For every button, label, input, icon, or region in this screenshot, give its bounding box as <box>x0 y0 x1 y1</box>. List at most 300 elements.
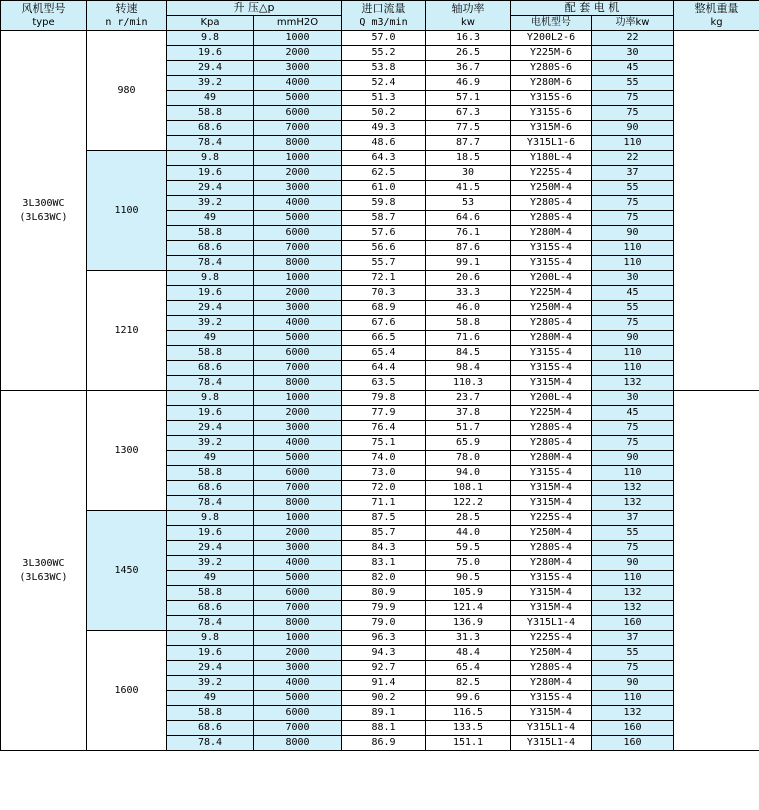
shaft-power-cell: 33.3 <box>426 286 511 301</box>
motor-power-cell: 132 <box>592 481 674 496</box>
mmh2o-cell: 3000 <box>254 661 342 676</box>
speed-header-unit: n r/min <box>105 16 148 28</box>
motor-power-cell: 37 <box>592 631 674 646</box>
shaft-power-cell: 58.8 <box>426 316 511 331</box>
kpa-cell: 19.6 <box>167 406 254 421</box>
shaft-power-cell: 18.5 <box>426 151 511 166</box>
shaft-power-cell: 26.5 <box>426 46 511 61</box>
mmh2o-cell: 1000 <box>254 151 342 166</box>
kpa-cell: 49 <box>167 691 254 706</box>
mmh2o-cell: 2000 <box>254 46 342 61</box>
mmh2o-cell: 6000 <box>254 466 342 481</box>
motor-model-cell: Y225S-4 <box>511 631 592 646</box>
motor-power-cell: 110 <box>592 571 674 586</box>
flow-cell: 56.6 <box>342 241 426 256</box>
weight-cell <box>674 31 759 391</box>
col-motor-model-header: 电机型号 <box>511 16 592 31</box>
model-name: 3L300WC <box>22 197 65 209</box>
col-speed-header <box>87 1 167 31</box>
shaft-power-cell: 36.7 <box>426 61 511 76</box>
flow-cell: 86.9 <box>342 736 426 751</box>
kpa-cell: 19.6 <box>167 646 254 661</box>
flow-cell: 92.7 <box>342 661 426 676</box>
mmh2o-cell: 4000 <box>254 316 342 331</box>
motor-power-cell: 90 <box>592 226 674 241</box>
kpa-cell: 39.2 <box>167 316 254 331</box>
mmh2o-cell: 5000 <box>254 571 342 586</box>
shaft-power-cell: 44.0 <box>426 526 511 541</box>
motor-model-cell: Y225M-6 <box>511 46 592 61</box>
kpa-cell: 39.2 <box>167 556 254 571</box>
kpa-cell: 58.8 <box>167 106 254 121</box>
shaft-power-cell: 16.3 <box>426 31 511 46</box>
kpa-cell: 58.8 <box>167 706 254 721</box>
motor-power-cell: 45 <box>592 406 674 421</box>
shaft-power-cell: 51.7 <box>426 421 511 436</box>
motor-model-cell: Y280S-4 <box>511 316 592 331</box>
motor-power-cell: 132 <box>592 376 674 391</box>
flow-cell: 48.6 <box>342 136 426 151</box>
kpa-cell: 39.2 <box>167 76 254 91</box>
kpa-cell: 9.8 <box>167 31 254 46</box>
mmh2o-cell: 1000 <box>254 31 342 46</box>
motor-power-cell: 75 <box>592 91 674 106</box>
motor-model-cell: Y280M-6 <box>511 76 592 91</box>
shaft-power-cell: 59.5 <box>426 541 511 556</box>
motor-power-cell: 55 <box>592 181 674 196</box>
flow-cell: 80.9 <box>342 586 426 601</box>
motor-power-cell: 160 <box>592 721 674 736</box>
motor-model-cell: Y315M-4 <box>511 586 592 601</box>
motor-model-cell: Y250M-4 <box>511 181 592 196</box>
motor-model-cell: Y315M-6 <box>511 121 592 136</box>
flow-cell: 58.7 <box>342 211 426 226</box>
motor-power-cell: 45 <box>592 286 674 301</box>
mmh2o-cell: 4000 <box>254 196 342 211</box>
motor-power-cell: 22 <box>592 31 674 46</box>
mmh2o-cell: 3000 <box>254 541 342 556</box>
flow-cell: 53.8 <box>342 61 426 76</box>
kpa-cell: 78.4 <box>167 376 254 391</box>
shaft-power-cell: 48.4 <box>426 646 511 661</box>
kpa-cell: 39.2 <box>167 196 254 211</box>
kpa-cell: 78.4 <box>167 616 254 631</box>
mmh2o-cell: 6000 <box>254 586 342 601</box>
col-flow-header <box>342 1 426 31</box>
col-mmh2o-header: mmH2O <box>254 16 342 31</box>
motor-model-cell: Y315L1-6 <box>511 136 592 151</box>
motor-model-cell: Y280S-4 <box>511 541 592 556</box>
kpa-cell: 78.4 <box>167 736 254 751</box>
motor-power-cell: 110 <box>592 256 674 271</box>
mmh2o-cell: 7000 <box>254 721 342 736</box>
flow-cell: 55.2 <box>342 46 426 61</box>
kpa-cell: 39.2 <box>167 436 254 451</box>
motor-model-cell: Y200L2-6 <box>511 31 592 46</box>
flow-cell: 88.1 <box>342 721 426 736</box>
flow-cell: 49.3 <box>342 121 426 136</box>
shaft-power-cell: 87.6 <box>426 241 511 256</box>
shaft-power-cell: 64.6 <box>426 211 511 226</box>
weight-header-unit: kg <box>710 16 723 28</box>
kpa-cell: 68.6 <box>167 721 254 736</box>
flow-cell: 64.4 <box>342 361 426 376</box>
mmh2o-cell: 5000 <box>254 211 342 226</box>
shaft-power-cell: 71.6 <box>426 331 511 346</box>
shaft-power-cell: 23.7 <box>426 391 511 406</box>
motor-model-cell: Y315S-4 <box>511 241 592 256</box>
motor-model-cell: Y280M-4 <box>511 676 592 691</box>
kpa-cell: 39.2 <box>167 676 254 691</box>
mmh2o-cell: 5000 <box>254 691 342 706</box>
mmh2o-cell: 1000 <box>254 391 342 406</box>
kpa-cell: 49 <box>167 331 254 346</box>
kpa-cell: 58.8 <box>167 226 254 241</box>
motor-model-cell: Y200L-4 <box>511 271 592 286</box>
table-body <box>1 31 759 751</box>
motor-power-cell: 30 <box>592 391 674 406</box>
motor-power-cell: 75 <box>592 541 674 556</box>
flow-header-label: 进口流量 <box>361 1 406 15</box>
motor-model-cell: Y250M-4 <box>511 526 592 541</box>
kpa-cell: 78.4 <box>167 496 254 511</box>
motor-model-cell: Y315L1-4 <box>511 736 592 751</box>
shaft-power-cell: 110.3 <box>426 376 511 391</box>
flow-cell: 85.7 <box>342 526 426 541</box>
table-row <box>1 31 759 46</box>
shaft-power-cell: 122.2 <box>426 496 511 511</box>
kpa-cell: 29.4 <box>167 541 254 556</box>
motor-power-cell: 132 <box>592 496 674 511</box>
mmh2o-cell: 5000 <box>254 331 342 346</box>
motor-power-cell: 55 <box>592 526 674 541</box>
flow-cell: 61.0 <box>342 181 426 196</box>
shaft-power-cell: 41.5 <box>426 181 511 196</box>
shaft-power-cell: 108.1 <box>426 481 511 496</box>
mmh2o-cell: 8000 <box>254 616 342 631</box>
shaft-power-cell: 67.3 <box>426 106 511 121</box>
flow-cell: 57.0 <box>342 31 426 46</box>
table-row <box>1 391 759 406</box>
mmh2o-cell: 8000 <box>254 256 342 271</box>
shaft-header-label: 轴功率 <box>451 1 485 15</box>
mmh2o-cell: 8000 <box>254 136 342 151</box>
kpa-cell: 49 <box>167 211 254 226</box>
kpa-cell: 19.6 <box>167 166 254 181</box>
kpa-cell: 9.8 <box>167 271 254 286</box>
flow-cell: 79.8 <box>342 391 426 406</box>
shaft-power-cell: 82.5 <box>426 676 511 691</box>
speed-cell: 1300 <box>87 391 167 511</box>
motor-power-cell: 90 <box>592 451 674 466</box>
shaft-power-cell: 31.3 <box>426 631 511 646</box>
flow-cell: 91.4 <box>342 676 426 691</box>
motor-power-cell: 90 <box>592 556 674 571</box>
flow-cell: 50.2 <box>342 106 426 121</box>
motor-model-cell: Y315S-4 <box>511 346 592 361</box>
flow-cell: 79.0 <box>342 616 426 631</box>
kpa-cell: 29.4 <box>167 61 254 76</box>
kpa-cell: 49 <box>167 571 254 586</box>
flow-cell: 96.3 <box>342 631 426 646</box>
shaft-power-cell: 53 <box>426 196 511 211</box>
motor-model-cell: Y315S-4 <box>511 691 592 706</box>
shaft-power-cell: 87.7 <box>426 136 511 151</box>
flow-cell: 55.7 <box>342 256 426 271</box>
motor-model-cell: Y225M-4 <box>511 406 592 421</box>
flow-cell: 65.4 <box>342 346 426 361</box>
model-header-label-en: type <box>32 16 55 28</box>
kpa-cell: 58.8 <box>167 466 254 481</box>
motor-power-cell: 37 <box>592 511 674 526</box>
kpa-cell: 9.8 <box>167 631 254 646</box>
weight-header-label: 整机重量 <box>694 1 739 15</box>
kpa-cell: 19.6 <box>167 286 254 301</box>
mmh2o-cell: 5000 <box>254 91 342 106</box>
mmh2o-cell: 5000 <box>254 451 342 466</box>
motor-power-cell: 110 <box>592 361 674 376</box>
flow-cell: 82.0 <box>342 571 426 586</box>
shaft-power-cell: 94.0 <box>426 466 511 481</box>
flow-cell: 73.0 <box>342 466 426 481</box>
shaft-power-cell: 121.4 <box>426 601 511 616</box>
motor-power-cell: 160 <box>592 616 674 631</box>
mmh2o-cell: 6000 <box>254 706 342 721</box>
flow-cell: 52.4 <box>342 76 426 91</box>
model-cell <box>1 391 87 751</box>
shaft-power-cell: 99.6 <box>426 691 511 706</box>
motor-power-cell: 110 <box>592 241 674 256</box>
kpa-cell: 29.4 <box>167 181 254 196</box>
motor-model-cell: Y315M-4 <box>511 481 592 496</box>
motor-model-cell: Y315L1-4 <box>511 616 592 631</box>
motor-model-cell: Y315S-4 <box>511 361 592 376</box>
mmh2o-cell: 8000 <box>254 736 342 751</box>
speed-header-label: 转速 <box>115 1 138 15</box>
speed-cell: 980 <box>87 31 167 151</box>
shaft-power-cell: 116.5 <box>426 706 511 721</box>
mmh2o-cell: 7000 <box>254 241 342 256</box>
col-model-header <box>1 1 87 31</box>
kpa-cell: 9.8 <box>167 511 254 526</box>
motor-model-cell: Y225S-4 <box>511 511 592 526</box>
kpa-cell: 19.6 <box>167 526 254 541</box>
motor-power-cell: 75 <box>592 436 674 451</box>
kpa-cell: 58.8 <box>167 346 254 361</box>
shaft-power-cell: 105.9 <box>426 586 511 601</box>
motor-model-cell: Y315S-4 <box>511 466 592 481</box>
mmh2o-cell: 1000 <box>254 271 342 286</box>
model-alias: (3L63WC) <box>19 211 68 223</box>
col-pressure-header: 升 压△p <box>167 1 342 16</box>
shaft-power-cell: 151.1 <box>426 736 511 751</box>
kpa-cell: 78.4 <box>167 136 254 151</box>
motor-model-cell: Y315M-4 <box>511 706 592 721</box>
mmh2o-cell: 7000 <box>254 601 342 616</box>
motor-power-cell: 90 <box>592 676 674 691</box>
speed-cell: 1100 <box>87 151 167 271</box>
flow-cell: 72.0 <box>342 481 426 496</box>
mmh2o-cell: 3000 <box>254 181 342 196</box>
motor-power-cell: 75 <box>592 316 674 331</box>
mmh2o-cell: 1000 <box>254 511 342 526</box>
flow-cell: 63.5 <box>342 376 426 391</box>
kpa-cell: 68.6 <box>167 121 254 136</box>
shaft-power-cell: 37.8 <box>426 406 511 421</box>
kpa-cell: 68.6 <box>167 481 254 496</box>
motor-model-cell: Y250M-4 <box>511 646 592 661</box>
shaft-power-cell: 99.1 <box>426 256 511 271</box>
mmh2o-cell: 8000 <box>254 496 342 511</box>
motor-model-cell: Y280S-4 <box>511 196 592 211</box>
shaft-power-cell: 98.4 <box>426 361 511 376</box>
mmh2o-cell: 2000 <box>254 406 342 421</box>
flow-cell: 87.5 <box>342 511 426 526</box>
motor-model-cell: Y280S-4 <box>511 211 592 226</box>
kpa-cell: 68.6 <box>167 361 254 376</box>
flow-cell: 72.1 <box>342 271 426 286</box>
mmh2o-cell: 2000 <box>254 166 342 181</box>
motor-model-cell: Y315S-4 <box>511 571 592 586</box>
table-row <box>1 271 759 286</box>
flow-cell: 71.1 <box>342 496 426 511</box>
motor-power-cell: 90 <box>592 121 674 136</box>
col-kpa-header: Kpa <box>167 16 254 31</box>
motor-model-cell: Y280M-4 <box>511 556 592 571</box>
model-header-label: 风机型号 <box>21 1 66 15</box>
col-weight-header <box>674 1 759 31</box>
motor-power-cell: 110 <box>592 346 674 361</box>
motor-power-cell: 30 <box>592 271 674 286</box>
table-row <box>1 151 759 166</box>
motor-model-cell: Y250M-4 <box>511 301 592 316</box>
flow-cell: 75.1 <box>342 436 426 451</box>
speed-cell: 1450 <box>87 511 167 631</box>
motor-model-cell: Y280M-4 <box>511 226 592 241</box>
mmh2o-cell: 4000 <box>254 676 342 691</box>
motor-model-cell: Y280S-6 <box>511 61 592 76</box>
motor-model-cell: Y315S-4 <box>511 256 592 271</box>
flow-cell: 94.3 <box>342 646 426 661</box>
kpa-cell: 9.8 <box>167 391 254 406</box>
mmh2o-cell: 3000 <box>254 301 342 316</box>
shaft-power-cell: 78.0 <box>426 451 511 466</box>
motor-power-cell: 75 <box>592 211 674 226</box>
motor-power-cell: 110 <box>592 691 674 706</box>
col-shaft-header <box>426 1 511 31</box>
motor-model-cell: Y315M-4 <box>511 601 592 616</box>
flow-header-unit: Q m3/min <box>359 16 408 28</box>
mmh2o-cell: 2000 <box>254 526 342 541</box>
mmh2o-cell: 8000 <box>254 376 342 391</box>
motor-power-cell: 37 <box>592 166 674 181</box>
flow-cell: 70.3 <box>342 286 426 301</box>
motor-model-cell: Y280M-4 <box>511 331 592 346</box>
flow-cell: 68.9 <box>342 301 426 316</box>
motor-power-cell: 132 <box>592 586 674 601</box>
shaft-power-cell: 46.9 <box>426 76 511 91</box>
motor-power-cell: 30 <box>592 46 674 61</box>
mmh2o-cell: 6000 <box>254 346 342 361</box>
kpa-cell: 49 <box>167 91 254 106</box>
flow-cell: 77.9 <box>342 406 426 421</box>
shaft-power-cell: 28.5 <box>426 511 511 526</box>
motor-power-cell: 110 <box>592 466 674 481</box>
motor-model-cell: Y280S-4 <box>511 661 592 676</box>
mmh2o-cell: 4000 <box>254 76 342 91</box>
model-cell <box>1 31 87 391</box>
flow-cell: 57.6 <box>342 226 426 241</box>
shaft-power-cell: 65.9 <box>426 436 511 451</box>
table-header <box>1 1 759 31</box>
motor-model-cell: Y225M-4 <box>511 286 592 301</box>
mmh2o-cell: 6000 <box>254 226 342 241</box>
motor-model-cell: Y315S-6 <box>511 91 592 106</box>
motor-model-cell: Y200L-4 <box>511 391 592 406</box>
kpa-cell: 68.6 <box>167 601 254 616</box>
kpa-cell: 58.8 <box>167 586 254 601</box>
motor-model-cell: Y315M-4 <box>511 496 592 511</box>
mmh2o-cell: 4000 <box>254 556 342 571</box>
motor-model-cell: Y315S-6 <box>511 106 592 121</box>
flow-cell: 74.0 <box>342 451 426 466</box>
motor-power-cell: 75 <box>592 196 674 211</box>
motor-model-cell: Y315L1-4 <box>511 721 592 736</box>
motor-power-cell: 55 <box>592 76 674 91</box>
shaft-power-cell: 90.5 <box>426 571 511 586</box>
mmh2o-cell: 4000 <box>254 436 342 451</box>
kpa-cell: 9.8 <box>167 151 254 166</box>
shaft-power-cell: 65.4 <box>426 661 511 676</box>
shaft-power-cell: 133.5 <box>426 721 511 736</box>
speed-cell: 1600 <box>87 631 167 751</box>
motor-power-cell: 132 <box>592 706 674 721</box>
mmh2o-cell: 6000 <box>254 106 342 121</box>
motor-power-cell: 75 <box>592 106 674 121</box>
motor-power-cell: 132 <box>592 601 674 616</box>
kpa-cell: 29.4 <box>167 301 254 316</box>
kpa-cell: 29.4 <box>167 661 254 676</box>
table-row <box>1 511 759 526</box>
motor-power-cell: 90 <box>592 331 674 346</box>
weight-cell <box>674 391 759 751</box>
flow-cell: 76.4 <box>342 421 426 436</box>
shaft-power-cell: 75.0 <box>426 556 511 571</box>
shaft-power-cell: 76.1 <box>426 226 511 241</box>
flow-cell: 67.6 <box>342 316 426 331</box>
model-alias: (3L63WC) <box>19 571 68 583</box>
shaft-power-cell: 57.1 <box>426 91 511 106</box>
motor-power-cell: 110 <box>592 136 674 151</box>
mmh2o-cell: 2000 <box>254 646 342 661</box>
shaft-power-cell: 30 <box>426 166 511 181</box>
mmh2o-cell: 3000 <box>254 421 342 436</box>
motor-power-cell: 45 <box>592 61 674 76</box>
shaft-header-unit: kw <box>461 16 475 28</box>
speed-cell: 1210 <box>87 271 167 391</box>
flow-cell: 66.5 <box>342 331 426 346</box>
flow-cell: 51.3 <box>342 91 426 106</box>
model-name: 3L300WC <box>22 557 65 569</box>
shaft-power-cell: 20.6 <box>426 271 511 286</box>
motor-model-cell: Y225S-4 <box>511 166 592 181</box>
motor-model-cell: Y280S-4 <box>511 436 592 451</box>
motor-model-cell: Y315M-4 <box>511 376 592 391</box>
mmh2o-cell: 7000 <box>254 121 342 136</box>
motor-power-cell: 160 <box>592 736 674 751</box>
shaft-power-cell: 84.5 <box>426 346 511 361</box>
flow-cell: 84.3 <box>342 541 426 556</box>
